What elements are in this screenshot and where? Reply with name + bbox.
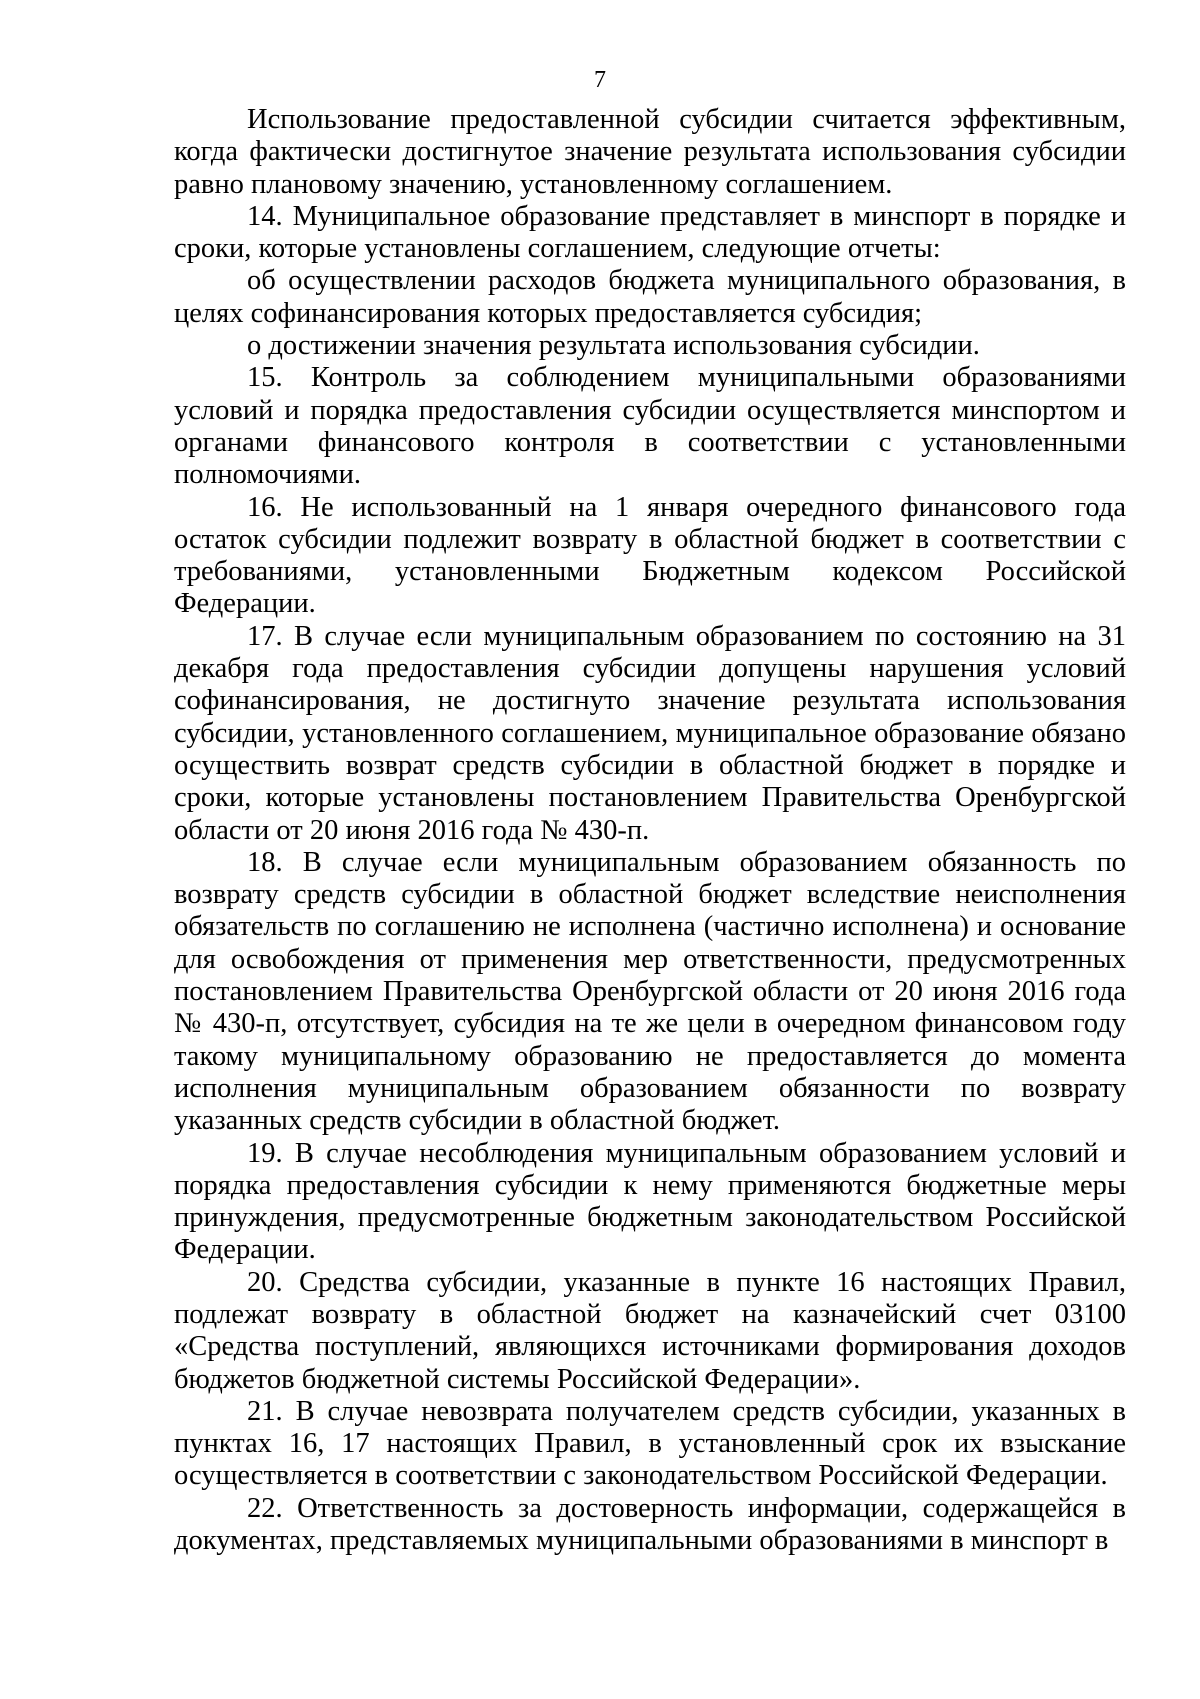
paragraph-effectiveness: Использование предоставленной субсидии считается эффективным, когда фактически достигнутое значение результата использования субсидии равно плановому значению, установленному соглашением.	[174, 104, 1126, 200]
paragraph-22-responsibility: 22. Ответственность за достоверность информации, содержащейся в документах, представляемых муниципальными образованиями в минспорт в	[174, 1492, 1126, 1557]
paragraph-16-remainder: 16. Не использованный на 1 января очередного финансового года остаток субсидии подлежит возврату в областной бюджет в соответствии с требованиями, установленными Бюджетным кодексом Российской Федерации.	[174, 491, 1126, 620]
paragraph-14-reports: 14. Муниципальное образование представляет в минспорт в порядке и сроки, которые установлены соглашением, следующие отчеты:	[174, 200, 1126, 265]
paragraph-21-recovery: 21. В случае невозврата получателем средств субсидии, указанных в пунктах 16, 17 настоящих Правил, в установленный срок их взыскание осуществляется в соответствии с законодательством Российской Федерации.	[174, 1395, 1126, 1492]
page-number: 7	[594, 67, 606, 93]
paragraph-18-obligation: 18. В случае если муниципальным образованием обязанность по возврату средств субсидии в областной бюджет вследствие неисполнения обязательств по соглашению не исполнена (частично исполнена) и основание для освобождения от применения мер ответственности, предусмотренных постановлением Правительства Оренбургской области от 20 июня 2016 года № 430-п, отсутствует, субсидия на те же цели в очередном финансовом году такому муниципальному образованию не предоставляется до момента исполнения муниципальным образованием обязанности по возврату указанных средств субсидии в областной бюджет.	[174, 846, 1126, 1137]
paragraph-14-report-expenses: об осуществлении расходов бюджета муниципального образования, в целях софинансирования которых предоставляется субсидия;	[174, 265, 1126, 329]
paragraph-19-enforcement: 19. В случае несоблюдения муниципальным образованием условий и порядка предоставления субсидии к нему применяются бюджетные меры принуждения, предусмотренные бюджетным законодательством Российской Федерации.	[174, 1137, 1126, 1266]
document-body	[174, 104, 1126, 1557]
paragraph-20-return-account: 20. Средства субсидии, указанные в пункте 16 настоящих Правил, подлежат возврату в областной бюджет на казначейский счет 03100 «Средства поступлений, являющихся источниками формирования доходов бюджетов бюджетной системы Российской Федерации».	[174, 1266, 1126, 1395]
paragraph-15-control: 15. Контроль за соблюдением муниципальными образованиями условий и порядка предоставления субсидии осуществляется минспортом и органами финансового контроля в соответствии с установленными полномочиями.	[174, 362, 1126, 491]
paragraph-17-violations: 17. В случае если муниципальным образованием по состоянию на 31 декабря года предоставления субсидии допущены нарушения условий софинансирования, не достигнуто значение результата использования субсидии, установленного соглашением, муниципальное образование обязано осуществить возврат средств субсидии в областной бюджет в порядке и сроки, которые установлены постановлением Правительства Оренбургской области от 20 июня 2016 года № 430-п.	[174, 620, 1126, 846]
paragraph-14-report-results: о достижении значения результата использования субсидии.	[247, 330, 980, 362]
